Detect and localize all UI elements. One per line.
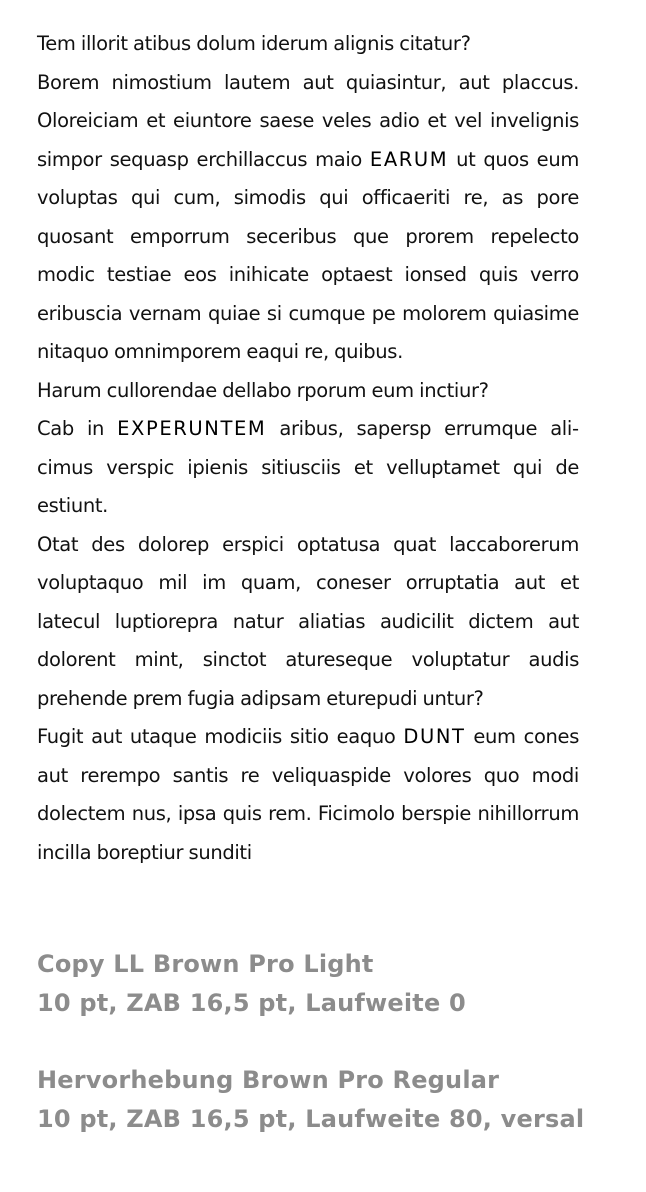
copy-font-title: Copy LL Brown Pro Light [37, 950, 374, 978]
highlight-font-detail: 10 pt, ZAB 16,5 pt, Laufweite 80, versal [37, 1104, 585, 1133]
copy-text: ut quos eum voluptas qui cum, simodis qui officaeriti re, as pore quosant emporrum seceribus que prorem repelecto modic testiae eos inihicate optaest ionsed quis verro eribuscia vernam quiae si cumque pe molorem quiasime nitaquo omnimporem eaqui re, quibus. [37, 147, 579, 363]
highlight-word: EARUM [369, 147, 449, 171]
copy-paragraph-3: Harum cullorendae dellabo rporum eum inctiur? [37, 378, 489, 402]
copy-paragraph-5: Otat des dolorep erspici optatusa quat laccaborerum voluptaquo mil im quam, coneser orruptatia aut et latecul luptiorepra natur aliatias audicilit dictem aut dolorent mint, sinctot atureseque voluptatur audis prehende prem fugia adipsam eturepudi untur? [37, 532, 579, 710]
copy-paragraph-2 [37, 64, 579, 372]
copy-text: Cab in [37, 417, 118, 440]
highlight-font-spec [37, 1061, 617, 1138]
body-copy [37, 25, 579, 872]
highlight-word: EXPERUNTEM [117, 417, 267, 440]
copy-paragraph-1: Tem illorit atibus dolum iderum alignis citatur? [37, 32, 471, 55]
copy-font-spec [37, 945, 617, 1022]
copy-text: eum cones aut rerempo santis re veliquaspide volores quo modi dolectem nus, ipsa quis rem. Ficimolo berspie nihillorrum incilla boreptiur sunditi [37, 725, 580, 864]
copy-text: Borem nimostium lautem aut quiasintur, aut placcus. Oloreiciam et eiuntore saese veles adio et vel invelignis simpor sequasp erchillaccus maio [37, 70, 579, 171]
copy-font-detail: 10 pt, ZAB 16,5 pt, Laufweite 0 [37, 988, 466, 1017]
copy-text: Fugit aut utaque modiciis sitio eaquo [37, 725, 404, 748]
copy-paragraph-4 [37, 410, 579, 526]
copy-paragraph-6 [37, 718, 579, 872]
highlight-font-title: Hervorhebung Brown Pro Regular [37, 1066, 500, 1094]
highlight-word: DUNT [403, 725, 466, 748]
copy-text: aribus, sapersp errumque alicimus verspic ipienis sitiusciis et velluptamet qui de estiunt. [37, 417, 579, 517]
